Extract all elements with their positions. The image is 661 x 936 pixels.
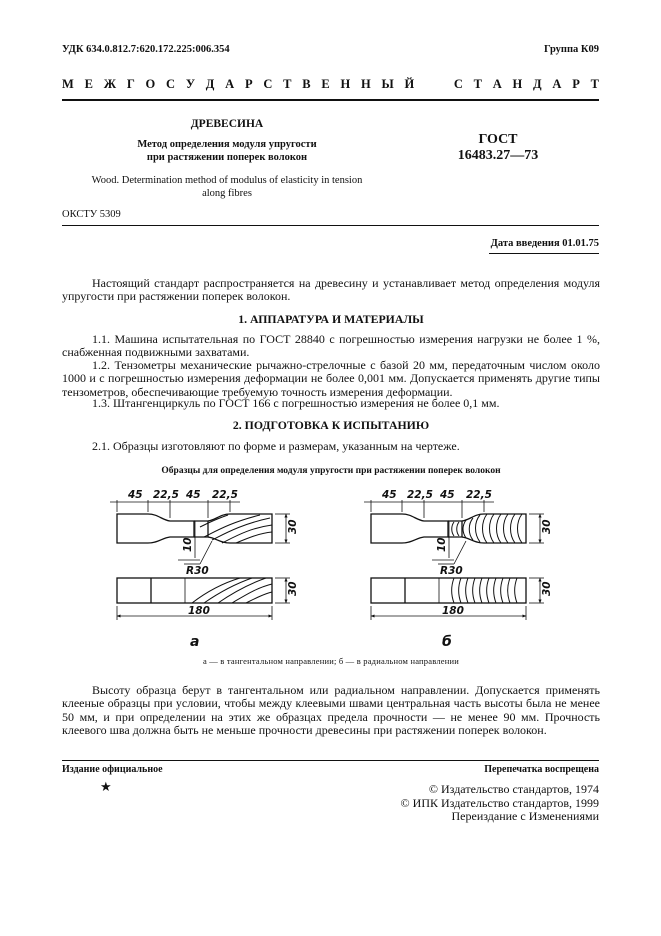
copyright-1999: © ИПК Издательство стандартов, 1999 bbox=[400, 795, 599, 810]
dim-b-30-side: 30 bbox=[541, 581, 553, 596]
reissue-note: Переиздание с Изменениями bbox=[451, 809, 599, 824]
gost-label: ГОСТ bbox=[478, 132, 518, 147]
gost-number: 16483.27—73 bbox=[457, 148, 539, 163]
banner-letter: А bbox=[225, 77, 235, 91]
banner-letter: Т bbox=[283, 77, 292, 91]
paragraph-2-1: 2.1. Образцы изготовляют по форме и размерам, указанным на чертеже. bbox=[92, 439, 460, 453]
english-line: Wood. Determination method of modulus of elasticity in tension bbox=[91, 175, 363, 186]
banner-letter: Н bbox=[340, 77, 351, 91]
dim-a-10: 10 bbox=[182, 537, 194, 552]
banner-letter: Д bbox=[205, 77, 215, 91]
banner-letter: Ж bbox=[103, 77, 117, 91]
subtitle-line: при растяжении поперек волокон bbox=[146, 151, 308, 163]
footer-rule bbox=[62, 760, 599, 761]
dim-a-45-center: 45 bbox=[186, 489, 201, 501]
title-rule bbox=[62, 225, 599, 226]
gost-designation bbox=[438, 132, 558, 164]
title-english bbox=[62, 174, 392, 200]
reprint-notice: Перепечатка воспрещена bbox=[484, 764, 599, 775]
banner-letter: Е bbox=[84, 77, 93, 91]
final-paragraph: Высоту образца берут в тангентальном или радиальном направлении. Допускается применять клееные образцы при условии, чтобы между клеевыми швами центральная часть высоты была не менее 50 мм, и при определении на этих же образцах предела прочности — не менее 90 мм. Прочность клеевого шва должна быть не меньше прочности древесины при растяжении поперек волокон. bbox=[62, 683, 600, 738]
title-subtitle bbox=[62, 139, 392, 164]
banner-letter: В bbox=[302, 77, 311, 91]
banner-letter: Д bbox=[533, 77, 542, 91]
banner-letter: О bbox=[145, 77, 156, 91]
banner-letter: С bbox=[166, 77, 176, 91]
copyright-1974: © Издательство стандартов, 1974 bbox=[428, 782, 599, 796]
dim-b-45-left: 45 bbox=[382, 489, 397, 501]
banner-letter: Ы bbox=[381, 77, 394, 91]
standard-banner bbox=[62, 77, 599, 92]
official-edition: Издание официальное bbox=[62, 764, 163, 775]
dim-a-r30: R30 bbox=[186, 565, 209, 577]
paragraph-1-3: 1.3. Штангенциркуль по ГОСТ 166 с погрешностью измерения не более 0,1 мм. bbox=[92, 396, 500, 410]
dim-b-10: 10 bbox=[436, 537, 448, 552]
banner-letter: Т bbox=[590, 77, 599, 91]
dim-b-22-5-left: 22,5 bbox=[407, 489, 433, 501]
specimen-a-wood-end bbox=[208, 514, 272, 543]
banner-letter: Р bbox=[572, 77, 580, 91]
dim-a-22-5-right: 22,5 bbox=[212, 489, 238, 501]
subtitle-line: Метод определения модуля упругости bbox=[137, 139, 317, 150]
dim-a-45-left: 45 bbox=[128, 489, 143, 501]
banner-letter: Т bbox=[473, 77, 482, 91]
specimen-a-neck bbox=[194, 521, 208, 537]
oksty-code: ОКСТУ 5309 bbox=[62, 209, 121, 220]
label-b: б bbox=[442, 634, 452, 648]
date-label: Дата введения bbox=[490, 238, 560, 249]
section-1-title: 1. АППАРАТУРА И МАТЕРИАЛЫ bbox=[238, 312, 424, 326]
label-a: а bbox=[190, 634, 200, 648]
english-line: along fibres bbox=[202, 188, 252, 199]
specimen-a bbox=[110, 500, 290, 620]
banner-letter: Г bbox=[126, 77, 135, 91]
specimen-drawing bbox=[100, 478, 570, 648]
banner-letter: Р bbox=[244, 77, 253, 91]
banner-letter: С bbox=[453, 77, 463, 91]
dim-b-45-center: 45 bbox=[440, 489, 455, 501]
banner-letter: Н bbox=[361, 77, 371, 91]
date-rule bbox=[489, 253, 599, 254]
paragraph-1-1: 1.1. Машина испытательная по ГОСТ 28840 с погрешностью измерения нагрузки не более 1 %, снабженная подвижными захватами. bbox=[62, 332, 600, 360]
dim-b-180: 180 bbox=[442, 605, 464, 617]
specimen-b-neck bbox=[448, 521, 462, 537]
group-code: Группа К09 bbox=[543, 44, 599, 55]
copyright-block bbox=[401, 783, 599, 824]
banner-letter: С bbox=[263, 77, 273, 91]
dim-b-30-top: 30 bbox=[541, 519, 553, 534]
banner-letter: А bbox=[552, 77, 562, 91]
dim-a-22-5-left: 22,5 bbox=[153, 489, 179, 501]
dim-a-180: 180 bbox=[188, 605, 210, 617]
introduction-date bbox=[491, 238, 599, 249]
figure-caption: а — в тангентальном направлении; б — в радиальном направлении bbox=[202, 656, 459, 666]
specimen-b bbox=[364, 500, 544, 620]
banner-letter: Й bbox=[404, 77, 415, 91]
dim-b-r30: R30 bbox=[440, 565, 463, 577]
banner-rule bbox=[62, 99, 599, 101]
intro-paragraph: Настоящий стандарт распространяется на древесину и устанавливает метод определения модуля упругости при растяжении поперек волокон. bbox=[62, 276, 600, 304]
banner-letter: М bbox=[62, 77, 74, 91]
section-2-title: 2. ПОДГОТОВКА К ИСПЫТАНИЮ bbox=[232, 418, 430, 432]
date-value: 01.01.75 bbox=[562, 238, 599, 249]
figure-title: Образцы для определения модуля упругости при растяжении поперек волокон bbox=[161, 466, 501, 476]
dim-a-30-side: 30 bbox=[287, 581, 299, 596]
udk-code: УДК 634.0.812.7:620.172.225:006.354 bbox=[62, 44, 230, 55]
star-icon: ★ bbox=[100, 779, 112, 794]
banner-letter: У bbox=[185, 77, 196, 91]
dim-a-30-top: 30 bbox=[287, 519, 299, 534]
paragraph-1-2: 1.2. Тензометры механические рычажно-стрелочные с базой 20 мм, передаточным числом около 1000 и с погрешностью измерения деформации не более 0,001 мм. Допускается применять другие типы тензометров, обеспечивающие требуемую точность измерения деформации. bbox=[62, 358, 600, 399]
dim-b-22-5-right: 22,5 bbox=[466, 489, 492, 501]
banner-letter: Е bbox=[321, 77, 330, 91]
banner-letter: Н bbox=[512, 77, 523, 91]
title-main: ДРЕВЕСИНА bbox=[190, 118, 264, 130]
banner-letter: А bbox=[492, 77, 502, 91]
